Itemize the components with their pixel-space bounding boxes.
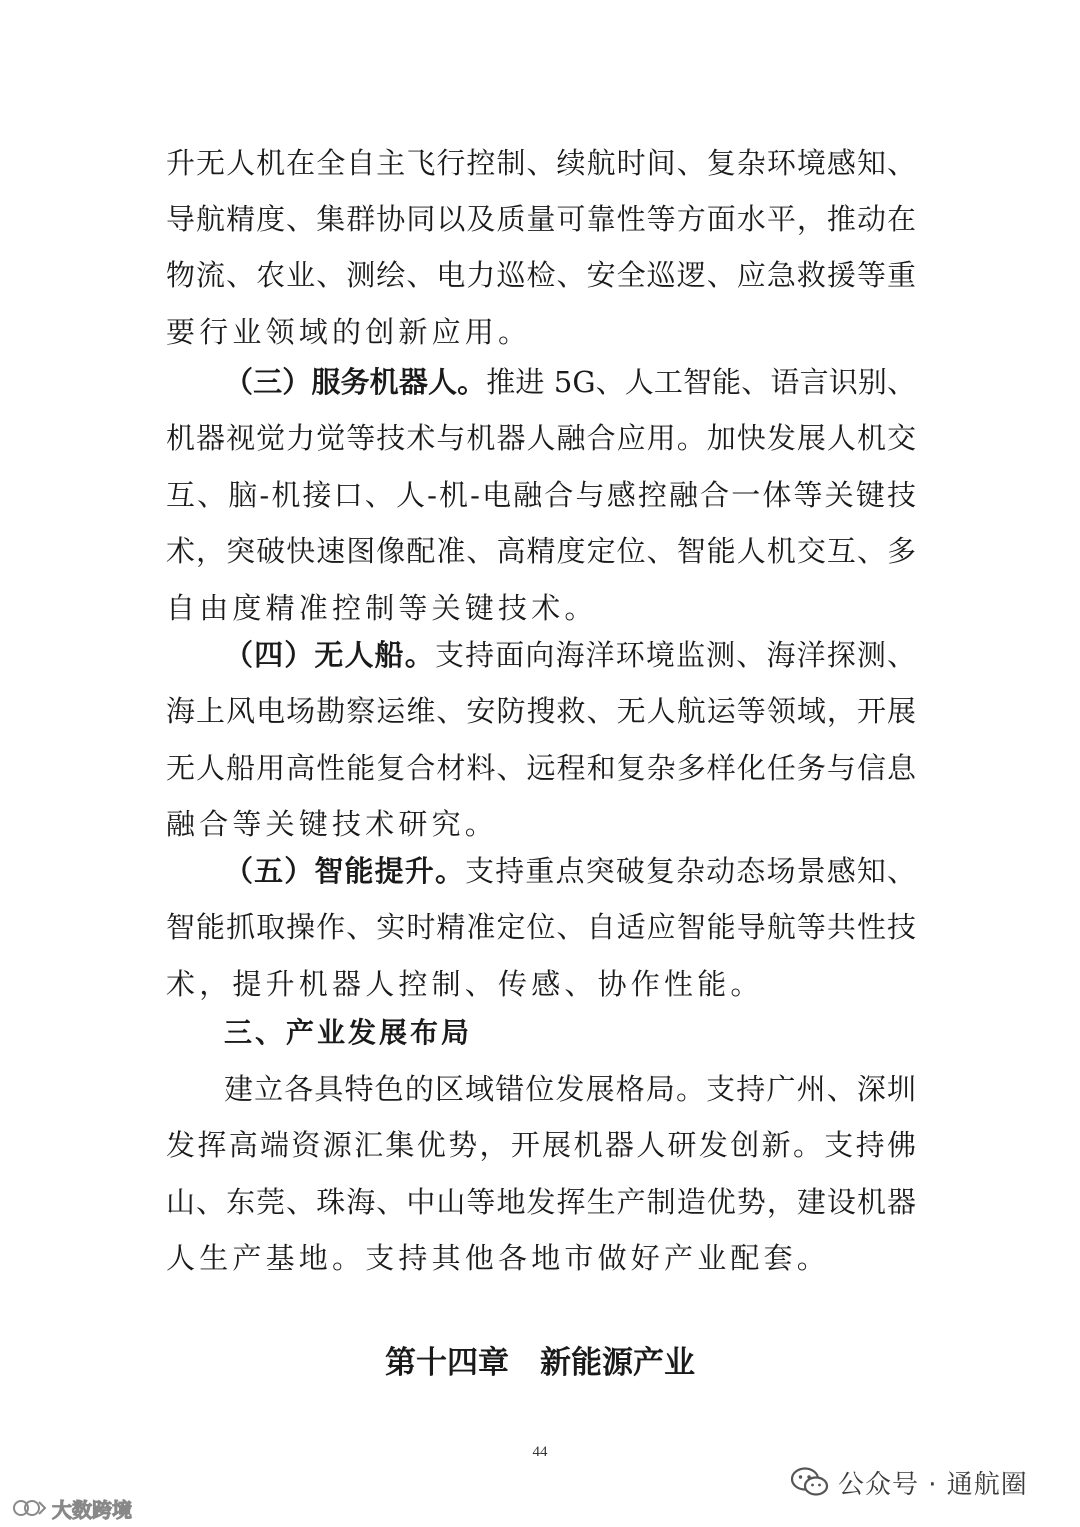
wechat-icon	[790, 1466, 830, 1498]
text-line	[224, 362, 916, 402]
text-run: 支持面向海洋环境监测、海洋探测、	[434, 638, 916, 672]
watermark-text: 大数跨境	[52, 1497, 132, 1522]
text-line: 术，突破快速图像配准、高精度定位、智能人机交互、多	[166, 534, 916, 568]
watermark-text: 公众号 · 通航圈	[838, 1469, 1028, 1500]
text-line: 山、东莞、珠海、中山等地发挥生产制造优势，建设机器	[166, 1185, 916, 1219]
text-line: 机器视觉力觉等技术与机器人融合应用。加快发展人机交	[166, 421, 916, 455]
text-line: 人生产基地。支持其他各地市做好产业配套。	[166, 1241, 831, 1275]
text-line: 导航精度、集群协同以及质量可靠性等方面水平，推动在	[166, 202, 916, 236]
text-line: 要行业领域的创新应用。	[166, 315, 532, 349]
text-line: 建立各具特色的区域错位发展格局。支持广州、深圳	[224, 1072, 916, 1106]
dashu-logo-icon	[12, 1497, 48, 1519]
text-line: 升无人机在全自主飞行控制、续航时间、复杂环境感知、	[166, 146, 916, 180]
text-line: 智能抓取操作、实时精准定位、自适应智能导航等共性技	[166, 910, 916, 944]
chapter-title: 第十四章 新能源产业	[385, 1345, 695, 1381]
text-line: 自由度精准控制等关键技术。	[166, 591, 598, 625]
section-heading: 三、产业发展布局	[224, 1016, 473, 1049]
text-line: 无人船用高性能复合材料、远程和复杂多样化任务与信息	[166, 751, 916, 785]
text-line: 发挥高端资源汇集优势，开展机器人研发创新。支持佛	[166, 1128, 916, 1162]
page-number: 44	[532, 1444, 548, 1460]
text-line: 术，提升机器人控制、传感、协作性能。	[166, 967, 764, 1001]
wechat-account-watermark	[790, 1462, 1028, 1502]
text-run: 支持重点突破复杂动态场景感知、	[465, 854, 916, 888]
item-heading: （三）服务机器人。	[224, 365, 487, 399]
text-line	[224, 635, 916, 675]
item-heading: （四）无人船。	[224, 638, 435, 672]
text-run: 推进 5G、人工智能、语言识别、	[486, 365, 916, 399]
text-line: 海上风电场勘察运维、安防搜救、无人航运等领域，开展	[166, 694, 916, 728]
source-watermark	[12, 1494, 132, 1522]
text-line: 互、脑-机接口、人-机-电融合与感控融合一体等关键技	[166, 478, 916, 512]
text-line: 物流、农业、测绘、电力巡检、安全巡逻、应急救援等重	[166, 258, 916, 292]
item-heading: （五）智能提升。	[224, 854, 466, 888]
text-line: 融合等关键技术研究。	[166, 807, 499, 841]
text-line	[224, 851, 916, 891]
